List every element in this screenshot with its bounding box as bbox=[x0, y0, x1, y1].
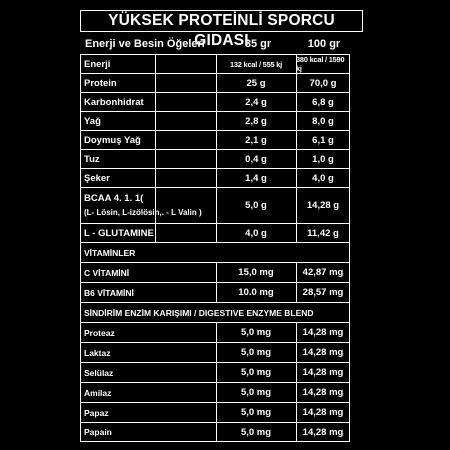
row-value-35: 2,8 g bbox=[245, 115, 267, 127]
row-value-100: 380 kcal / 1590 kj bbox=[296, 55, 345, 73]
row-value-100: 28,57 mg bbox=[302, 287, 344, 298]
row-name: Proteaz bbox=[84, 327, 115, 338]
row-value-100: 14,28 mg bbox=[302, 327, 344, 338]
table-row bbox=[80, 168, 350, 187]
row-value-100: 6,1 g bbox=[312, 134, 334, 146]
row-value-100: 8,0 g bbox=[312, 115, 334, 127]
table-header bbox=[80, 35, 362, 53]
table-row bbox=[80, 362, 350, 382]
table-row bbox=[80, 282, 350, 302]
row-name: Tuz bbox=[84, 153, 100, 165]
vitamins-section bbox=[80, 262, 350, 302]
row-name: Şeker bbox=[84, 172, 110, 184]
row-value-35: 4,0 g bbox=[245, 227, 267, 239]
bcaa-name: BCAA 4. 1. 1( bbox=[84, 192, 144, 204]
row-value-100: 6,8 g bbox=[312, 96, 334, 108]
row-value-100: 14,28 mg bbox=[302, 367, 344, 378]
row-value-35: 5,0 mg bbox=[240, 327, 272, 338]
row-name: Amilaz bbox=[84, 387, 112, 398]
row-value-35: 5,0 mg bbox=[240, 407, 272, 418]
enzyme-section bbox=[80, 322, 350, 442]
table-row bbox=[80, 422, 350, 442]
row-name: Papaz bbox=[84, 407, 109, 418]
row-value-100: 70,0 g bbox=[309, 77, 337, 89]
header-100gr: 100 gr bbox=[307, 38, 341, 50]
row-name: Papain bbox=[84, 427, 112, 437]
row-name: Selülaz bbox=[84, 367, 114, 378]
row-name: Yağ bbox=[84, 115, 101, 127]
row-value-100: 11,42 g bbox=[307, 227, 339, 239]
row-name-bcaa bbox=[84, 188, 216, 223]
nutrition-table bbox=[80, 54, 350, 442]
row-name: Laktaz bbox=[84, 347, 111, 358]
header-35gr: 35 gr bbox=[244, 38, 272, 50]
table-row bbox=[80, 402, 350, 422]
row-name: Enerji bbox=[84, 58, 111, 70]
vitamins-header: VİTAMİNLER bbox=[84, 247, 136, 258]
header-nutrients: Enerji ve Besin Öğeleri bbox=[85, 38, 205, 50]
table-row bbox=[80, 382, 350, 402]
table-row bbox=[80, 322, 350, 342]
row-value-100: 14,28 mg bbox=[302, 387, 344, 398]
row-value-35: 15,0 mg bbox=[238, 267, 274, 278]
row-value-35: 5,0 mg bbox=[240, 347, 272, 358]
row-value-35: 2,1 g bbox=[245, 134, 267, 146]
row-name: Karbonhidrat bbox=[84, 96, 144, 108]
table-row bbox=[80, 73, 350, 92]
row-value-35: 2,4 g bbox=[245, 96, 267, 108]
vitamins-header-row bbox=[80, 242, 350, 262]
row-value-100: 1,0 g bbox=[312, 153, 334, 165]
table-row bbox=[80, 262, 350, 282]
row-value-35: 10.0 mg bbox=[238, 287, 274, 298]
table-row bbox=[80, 223, 350, 242]
row-name: Protein bbox=[84, 77, 117, 89]
row-value-35: 5,0 mg bbox=[240, 367, 272, 378]
row-value-100: 4,0 g bbox=[312, 172, 334, 184]
row-name: C VİTAMİNİ bbox=[84, 267, 130, 278]
enzyme-header-row bbox=[80, 302, 350, 322]
row-value-100: 14,28 mg bbox=[302, 426, 344, 438]
row-value-35: 5,0 g bbox=[245, 200, 267, 211]
row-value-35: 1,4 g bbox=[245, 172, 267, 184]
row-name: B6 VİTAMİNİ bbox=[84, 287, 134, 298]
table-row bbox=[80, 54, 350, 73]
row-value-100: 14,28 mg bbox=[302, 347, 344, 358]
table-row bbox=[80, 111, 350, 130]
row-value-35: 132 kcal / 555 kj bbox=[229, 59, 283, 69]
nutrient-section bbox=[80, 54, 350, 242]
row-value-100: 42,87 mg bbox=[302, 267, 344, 278]
row-value-100: 14,28 g bbox=[306, 200, 340, 211]
row-value-35: 0,4 g bbox=[245, 153, 267, 165]
enzyme-header: SİNDİRİM ENZİM KARIŞIMI / DIGESTIVE ENZYME BLEND bbox=[84, 307, 314, 318]
label-title: YÜKSEK PROTEİNLİ SPORCU GIDASI bbox=[80, 10, 363, 32]
row-value-35: 5,0 mg bbox=[240, 426, 272, 438]
table-row bbox=[80, 149, 350, 168]
table-row bbox=[80, 130, 350, 149]
table-row bbox=[80, 342, 350, 362]
bcaa-sub: (L- Lösin, L-izölösin,. - L Valin ) bbox=[84, 207, 202, 217]
table-row bbox=[80, 187, 350, 223]
row-value-35: 5,0 mg bbox=[240, 387, 272, 398]
row-name: L - GLUTAMINE bbox=[84, 227, 154, 239]
row-name: Doymuş Yağ bbox=[84, 134, 141, 146]
table-row bbox=[80, 92, 350, 111]
row-value-100: 14,28 mg bbox=[302, 407, 344, 418]
row-value-35: 25 g bbox=[246, 77, 266, 89]
